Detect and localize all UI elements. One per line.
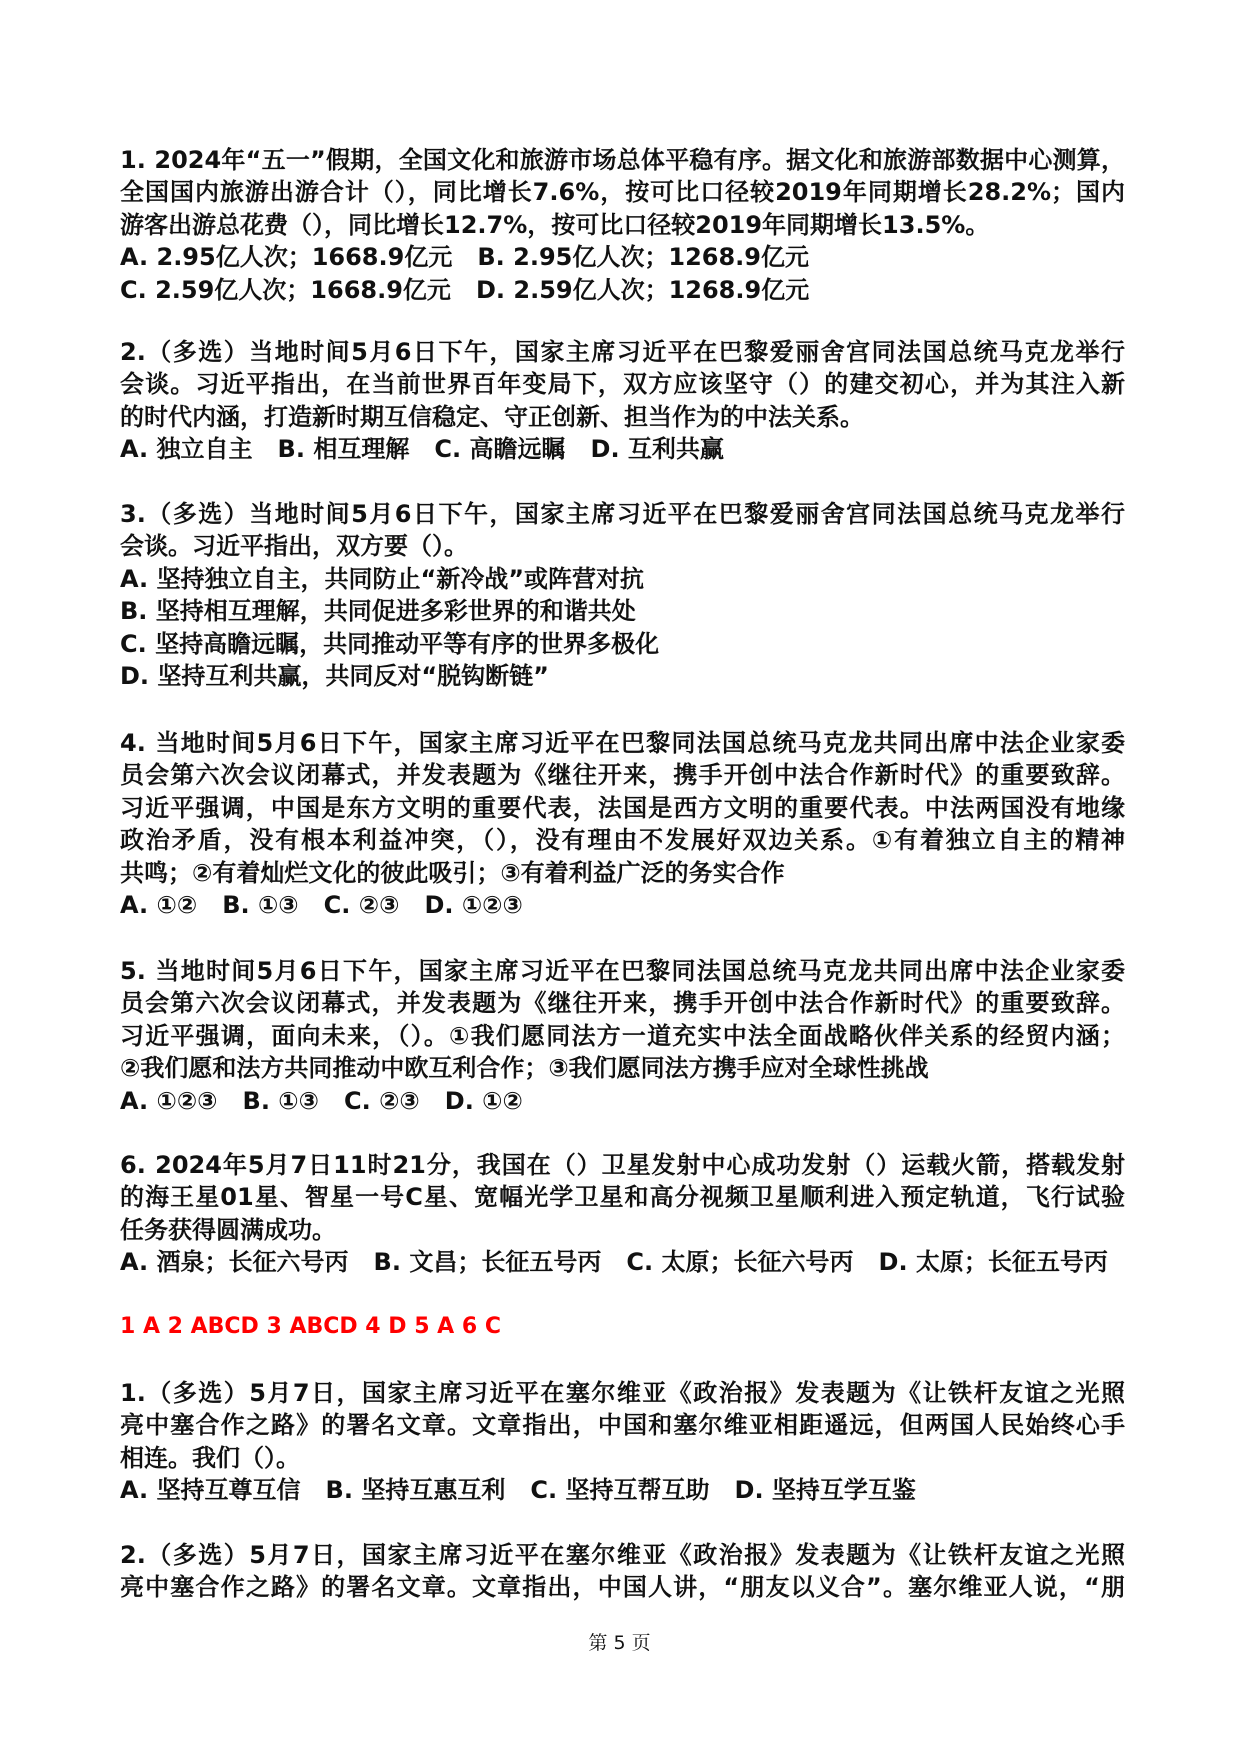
question-text-line: 亮中塞合作之路》的署名文章。文章指出，中国人讲，“朋友以义合”。塞尔维亚人说，“朋 bbox=[120, 1573, 1125, 1602]
question-block bbox=[120, 727, 1125, 921]
answer-options-line: B. 坚持相互理解，共同促进多彩世界的和谐共处 bbox=[120, 597, 636, 626]
question-text-line: 3.（多选）当地时间5月6日下午，国家主席习近平在巴黎爱丽舍宫同法国总统马克龙举行 bbox=[120, 500, 1125, 528]
question-block bbox=[120, 1149, 1125, 1279]
question-text-line: 相连。我们（）。 bbox=[120, 1443, 300, 1472]
question-text-line: 2.（多选）当地时间5月6日下午，国家主席习近平在巴黎爱丽舍宫同法国总统马克龙举行 bbox=[120, 338, 1125, 366]
question-text-line: 1.（多选）5月7日，国家主席习近平在塞尔维亚《政治报》发表题为《让铁杆友谊之光照 bbox=[120, 1379, 1125, 1407]
answer-options-line: A. 坚持互尊互信 B. 坚持互惠互利 C. 坚持互帮互助 D. 坚持互学互鉴 bbox=[120, 1476, 916, 1505]
answer-options-line: A. 2.95亿人次；1668.9亿元 B. 2.95亿人次；1268.9亿元 bbox=[120, 243, 809, 272]
question-text-line: 1. 2024年“五一”假期，全国文化和旅游市场总体平稳有序。据文化和旅游部数据中心测算， bbox=[120, 146, 1125, 174]
question-text-line: 亮中塞合作之路》的署名文章。文章指出，中国和塞尔维亚相距遥远，但两国人民始终心手 bbox=[120, 1411, 1125, 1440]
question-block bbox=[120, 1539, 1125, 1604]
question-text-line: 任务获得圆满成功。 bbox=[120, 1215, 336, 1244]
question-block bbox=[120, 955, 1125, 1117]
answer-options-line: C. 坚持高瞻远瞩，共同推动平等有序的世界多极化 bbox=[120, 629, 660, 658]
question-text-line: 会谈。习近平指出，双方要（）。 bbox=[120, 532, 468, 561]
question-text-line: 6. 2024年5月7日11时21分，我国在（）卫星发射中心成功发射（）运载火箭，搭载发射 bbox=[120, 1151, 1125, 1179]
answer-key-text: 1 A 2 ABCD 3 ABCD 4 D 5 A 6 C bbox=[120, 1314, 501, 1339]
question-text-line: 员会第六次会议闭幕式，并发表题为《继往开来，携手开创中法合作新时代》的重要致辞。 bbox=[120, 989, 1125, 1018]
question-block bbox=[120, 336, 1125, 466]
answer-options-line: C. 2.59亿人次；1668.9亿元 D. 2.59亿人次；1268.9亿元 bbox=[120, 275, 810, 304]
answer-options-line: A. 独立自主 B. 相互理解 C. 高瞻远瞩 D. 互利共赢 bbox=[120, 435, 724, 464]
question-text-line: 4. 当地时间5月6日下午，国家主席习近平在巴黎同法国总统马克龙共同出席中法企业家委 bbox=[120, 729, 1125, 757]
question-block bbox=[120, 498, 1125, 692]
question-text-line: 全国国内旅游出游合计（），同比增长7.6%，按可比口径较2019年同期增长28.2%；国内 bbox=[120, 178, 1125, 207]
question-text-line: 习近平强调，面向未来，（）。①我们愿同法方一道充实中法全面战略伙伴关系的经贸内涵； bbox=[120, 1021, 1125, 1050]
question-text-line: 的海王星01星、智星一号C星、宽幅光学卫星和高分视频卫星顺利进入预定轨道，飞行试验 bbox=[120, 1183, 1125, 1212]
question-text-line: 游客出游总花费（），同比增长12.7%，按可比口径较2019年同期增长13.5%。 bbox=[120, 210, 990, 239]
question-text-line: 2.（多选）5月7日，国家主席习近平在塞尔维亚《政治报》发表题为《让铁杆友谊之光照 bbox=[120, 1541, 1125, 1569]
question-text-line: 5. 当地时间5月6日下午，国家主席习近平在巴黎同法国总统马克龙共同出席中法企业家委 bbox=[120, 957, 1125, 985]
answer-options-line: A. ①② B. ①③ C. ②③ D. ①②③ bbox=[120, 890, 523, 919]
question-text-line: 共鸣；②有着灿烂文化的彼此吸引；③有着利益广泛的务实合作 bbox=[120, 858, 785, 887]
question-text-line: 的时代内涵，打造新时期互信稳定、守正创新、担当作为的中法关系。 bbox=[120, 402, 864, 431]
question-text-line: 习近平强调，中国是东方文明的重要代表，法国是西方文明的重要代表。中法两国没有地缘 bbox=[120, 793, 1125, 822]
question-text-line: 会谈。习近平指出，在当前世界百年变局下，双方应该坚守（）的建交初心，并为其注入新 bbox=[120, 370, 1125, 399]
answer-key bbox=[120, 1311, 1125, 1343]
answer-options-line: A. ①②③ B. ①③ C. ②③ D. ①② bbox=[120, 1086, 523, 1115]
answer-options-line: A. 酒泉；长征六号丙 B. 文昌；长征五号丙 C. 太原；长征六号丙 D. 太原；长征五号丙 bbox=[120, 1248, 1108, 1277]
answer-options-line: D. 坚持互利共赢，共同反对“脱钩断链” bbox=[120, 661, 549, 690]
question-block bbox=[120, 1377, 1125, 1507]
question-text-line: 政治矛盾，没有根本利益冲突，（），没有理由不发展好双边关系。①有着独立自主的精神 bbox=[120, 826, 1125, 855]
question-text-line: 员会第六次会议闭幕式，并发表题为《继往开来，携手开创中法合作新时代》的重要致辞。 bbox=[120, 761, 1125, 790]
answer-options-line: A. 坚持独立自主，共同防止“新冷战”或阵营对抗 bbox=[120, 564, 645, 593]
question-text-line: ②我们愿和法方共同推动中欧互利合作；③我们愿同法方携手应对全球性挑战 bbox=[120, 1054, 929, 1083]
question-block bbox=[120, 144, 1125, 306]
page-number: 第 5 页 bbox=[588, 1632, 651, 1654]
